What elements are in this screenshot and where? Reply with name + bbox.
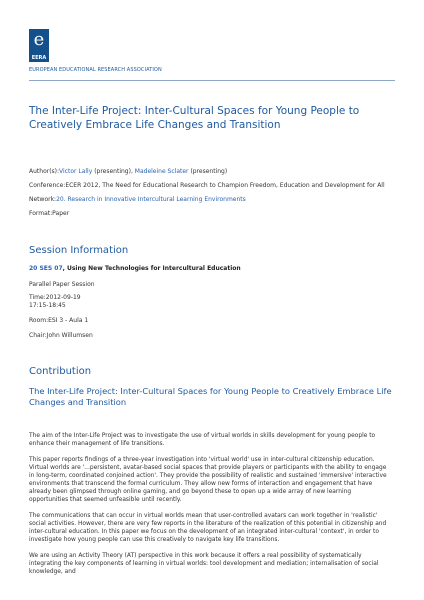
- room-value: ESI 3 - Aula 1: [48, 317, 89, 324]
- conference-value: ECER 2012, The Need for Educational Research to Champion Freedom, Education and Development for All: [65, 182, 385, 189]
- time-date: 2012-09-19: [45, 294, 81, 301]
- format-label: Format:: [29, 210, 53, 217]
- network-line: [29, 196, 246, 204]
- network-link[interactable]: 20. Research in Innovative Intercultural Learning Environments: [56, 196, 246, 203]
- authors-line: [29, 168, 227, 176]
- time-range: 17:15-18:45: [29, 302, 66, 309]
- author-role-2: (presenting): [188, 168, 228, 175]
- author-link-lally[interactable]: Victor Lally: [59, 168, 93, 175]
- conference-label: Conference:: [29, 182, 66, 189]
- author-link-sclater[interactable]: Madeleine Sclater: [134, 168, 189, 175]
- conference-line: [29, 182, 385, 190]
- abstract-paragraph-2: This paper reports findings of a three-year investigation into 'virtual world' use in inter-cultural citizenship education. Virtual worlds are '...persistent, avatar-based social spaces that provide players or participants with the ability to engage in long-term, coordinated conjoined action'. They provide the possibility of realistic and sustained 'immersive' interactive environments that transcend the formal curriculum. They allow new forms of interaction and engagement that have already been glimpsed through online gaming, and go beyond these to open up a wide array of new learning opportunities that seemed unfeasible until recently.: [29, 457, 387, 503]
- room-label: Room:: [29, 317, 49, 324]
- eera-logo: [29, 29, 49, 62]
- abstract-paragraph-1: The aim of the Inter-Life Project was to investigate the use of virtual worlds in skills development for young people to enhance their management of life transitions.: [29, 433, 376, 447]
- contribution-heading: Contribution: [29, 366, 92, 377]
- header-divider: [29, 80, 395, 81]
- abstract-paragraph-4: We are using an Activity Theory (AT) perspective in this work because it offers a real possibility of systematically integrating the key components of learning in virtual worlds: tool development and mediation; internalisation of social knowledge, and: [29, 553, 379, 575]
- contribution-title-line-2: Changes and Transition: [29, 397, 127, 407]
- contribution-title: [29, 386, 399, 408]
- format-line: [29, 210, 69, 218]
- session-code-link[interactable]: 20 SES 07: [29, 265, 63, 272]
- chair-label: Chair:: [29, 332, 47, 339]
- logo-glyph: e: [33, 29, 45, 50]
- author-role-1: (presenting),: [92, 168, 135, 175]
- abstract-paragraph-3: The communications that can occur in virtual worlds mean that user-controlled avatars can work together in 'realistic' social activities. However, there are very few reports in the literature of the realization of this potential in citizenship and inter-cultural education. In this paper we focus on the development of an integrated inter-cultural 'context', in order to investigate how young people can use this creatively to navigate key life transitions.: [29, 513, 387, 543]
- time-label: Time:: [29, 294, 46, 301]
- authors-label: Author(s):: [29, 168, 60, 175]
- page-title: The Inter-Life Project: Inter-Cultural Spaces for Young People to Creatively Embrace Life Changes and Transition: [29, 105, 360, 131]
- session-title-line: [29, 265, 241, 273]
- logo-name: EERA: [31, 55, 47, 61]
- association-name: EUROPEAN EDUCATIONAL RESEARCH ASSOCIATION: [29, 67, 162, 73]
- session-room: [29, 317, 88, 325]
- session-name: , Using New Technologies for Intercultural Education: [62, 265, 241, 272]
- session-type: Parallel Paper Session: [29, 281, 95, 288]
- contribution-title-line-1: The Inter-Life Project: Inter-Cultural Spaces for Young People to Creatively Embrace Life: [29, 386, 392, 396]
- session-chair: [29, 332, 93, 340]
- format-value: Paper: [52, 210, 70, 217]
- session-heading: Session Information: [29, 245, 129, 256]
- network-label: Network:: [29, 196, 57, 203]
- session-time: [29, 294, 81, 310]
- chair-value: John Willumsen: [46, 332, 93, 339]
